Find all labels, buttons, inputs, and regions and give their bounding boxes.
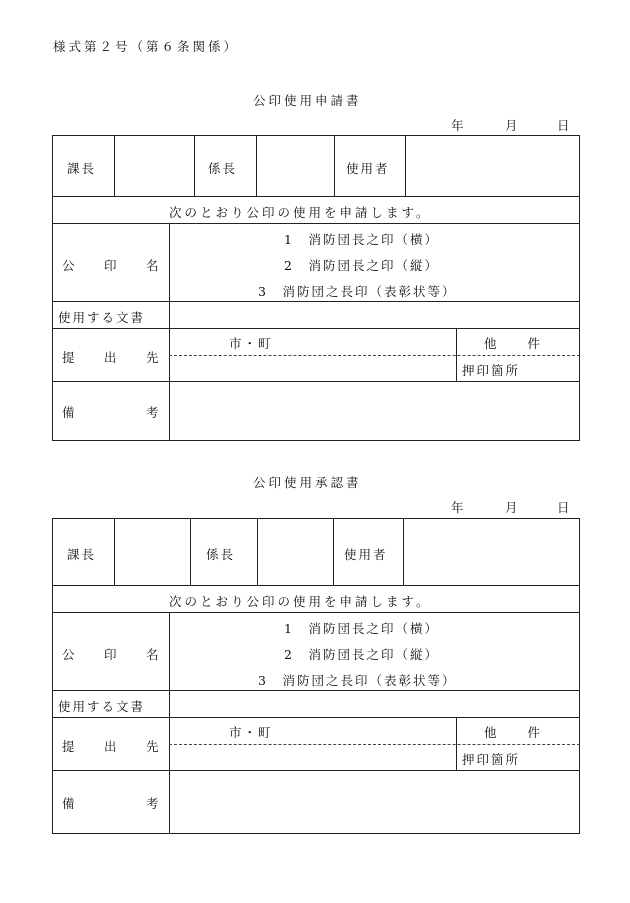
user-label: 使用者 [344,547,388,562]
seal-option-2: 2 消防団長之印（縦） [284,258,439,273]
seal-name-label-1: 公 [62,258,77,273]
others-count-label: 他 件 [484,336,543,351]
seal-name-label-1: 公 [62,647,77,662]
city-town-label: 市・町 [229,336,273,351]
submit-to-label-1: 提 [62,350,77,365]
seal-option-3: 3 消防団之長印（表彰状等） [258,673,457,688]
form-title: 公印使用承認書 [253,475,362,490]
date-month: 月 [505,500,518,515]
user-label: 使用者 [346,161,390,176]
seal-name-label-2: 印 [104,258,119,273]
remarks-label-1: 備 [62,405,77,420]
section-chief-label: 課長 [67,161,97,176]
city-town-label: 市・町 [229,725,273,740]
submit-to-label-2: 出 [104,739,119,754]
section-chief-label: 課長 [67,547,97,562]
seal-option-2: 2 消防団長之印（縦） [284,647,439,662]
stamp-place-label: 押印箇所 [462,752,521,767]
submit-to-label-3: 先 [146,350,161,365]
date-year: 年 [451,500,464,515]
submit-to-label-2: 出 [104,350,119,365]
remarks-label-2: 考 [146,796,161,811]
seal-option-3: 3 消防団之長印（表彰状等） [258,284,457,299]
submit-to-label-1: 提 [62,739,77,754]
others-count-label: 他 件 [484,725,543,740]
request-statement: 次のとおり公印の使用を申請します。 [169,594,432,609]
date-day: 日 [557,500,570,515]
subsection-chief-label: 係長 [206,547,236,562]
request-statement: 次のとおり公印の使用を申請します。 [169,205,432,220]
remarks-label-1: 備 [62,796,77,811]
document-label: 使用する文書 [58,699,146,714]
seal-option-1: 1 消防団長之印（横） [284,621,439,636]
seal-option-1: 1 消防団長之印（横） [284,232,439,247]
stamp-place-label: 押印箇所 [462,363,521,378]
submit-to-label-3: 先 [146,739,161,754]
form-label: 様式第２号（第６条関係） [53,39,240,54]
date-day: 日 [557,118,570,133]
date-month: 月 [505,118,518,133]
form-title: 公印使用申請書 [253,93,362,108]
seal-name-label-3: 名 [146,647,161,662]
seal-name-label-2: 印 [104,647,119,662]
seal-name-label-3: 名 [146,258,161,273]
date-year: 年 [451,118,464,133]
subsection-chief-label: 係長 [208,161,238,176]
remarks-label-2: 考 [146,405,161,420]
document-label: 使用する文書 [58,310,146,325]
